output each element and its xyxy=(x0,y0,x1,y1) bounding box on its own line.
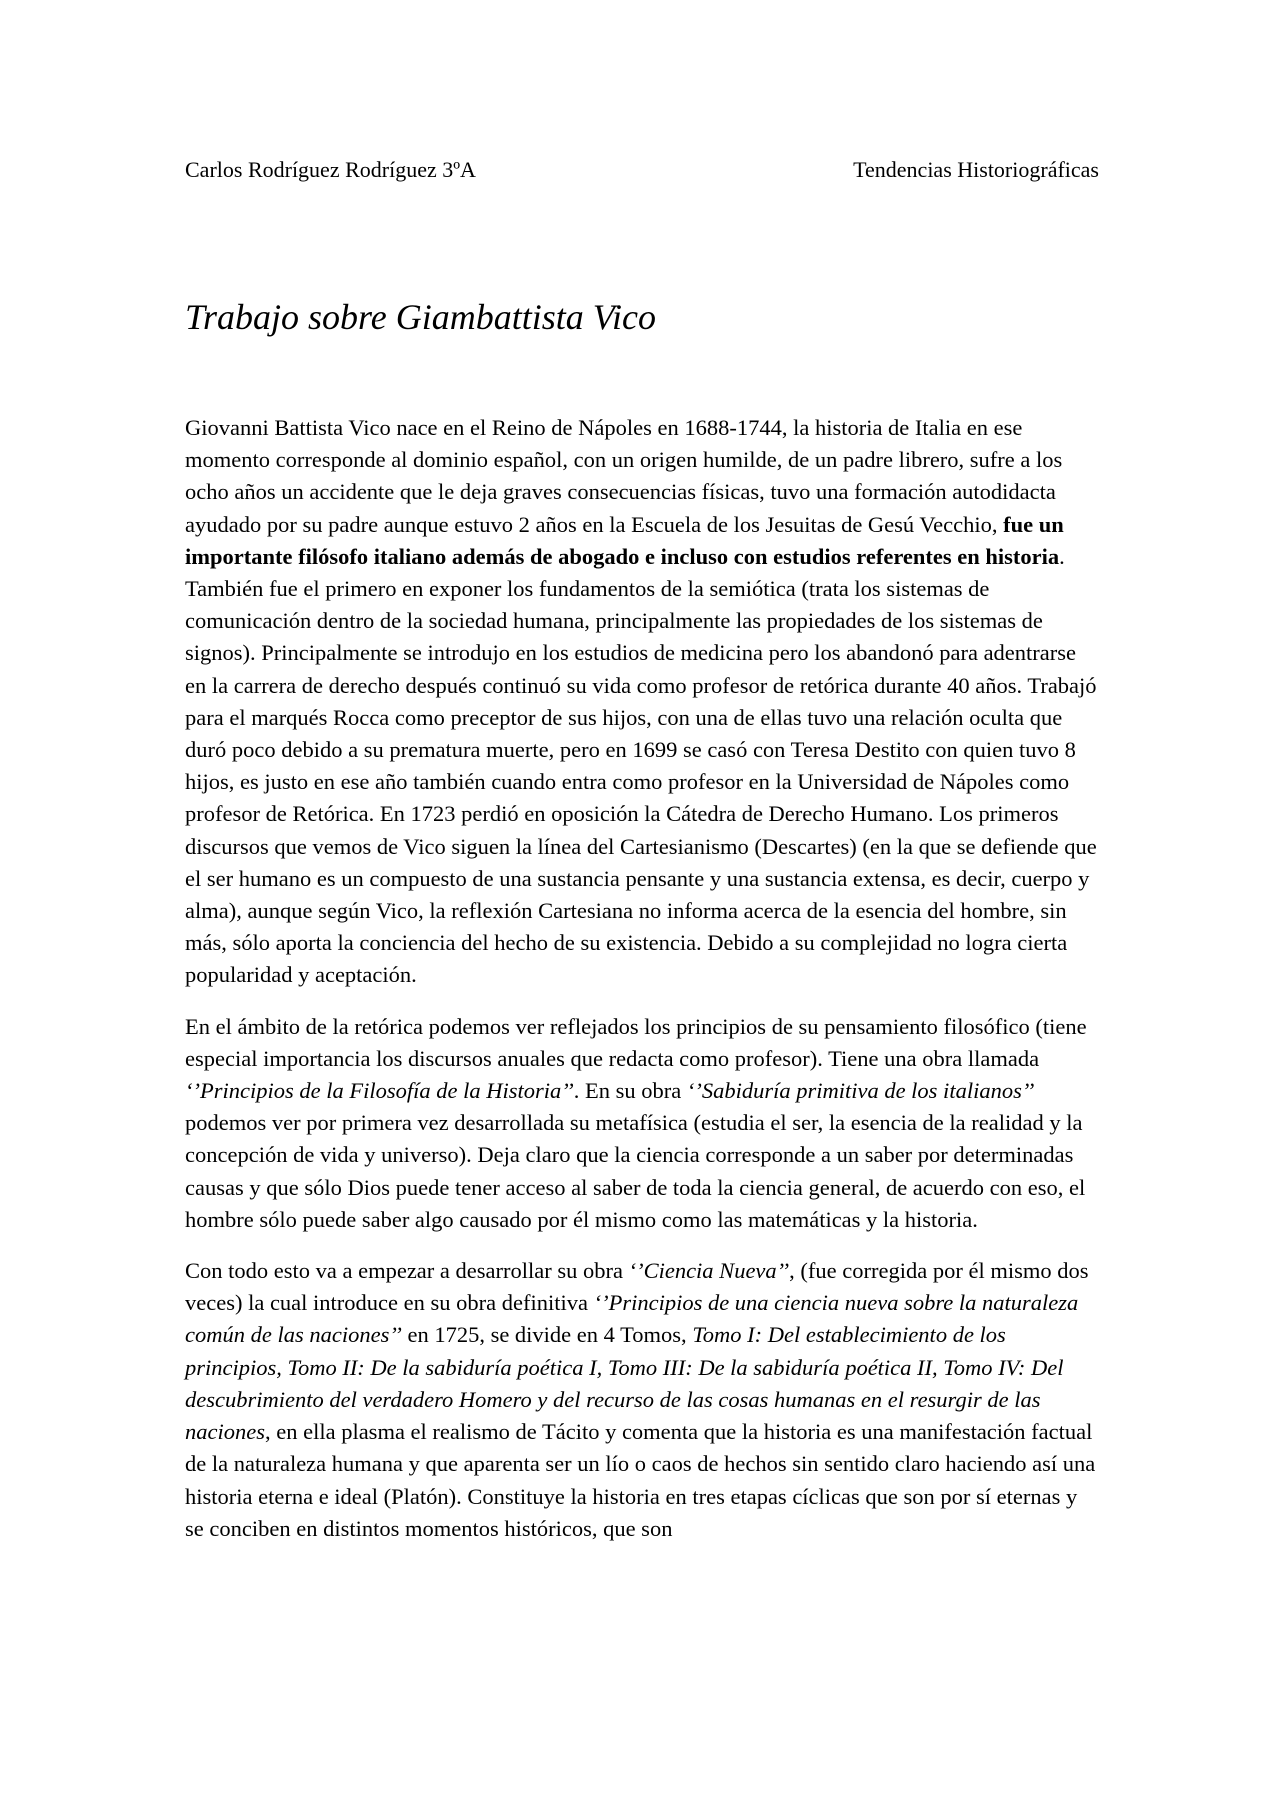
paragraph-text: podemos ver por primera vez desarrollada su metafísica (estudia el ser, la esencia de la realidad y la concepción de vida y universo). Deja claro que la ciencia corresponde a un saber por determinadas causas y que sólo Dios puede tener acceso al saber de toda la ciencia general, de acuerdo con eso, el hombre sólo puede saber algo causado por él mismo como las matemáticas y la historia. xyxy=(185,1110,1086,1232)
paragraph-text: . En su obra xyxy=(573,1078,687,1104)
work-title-italic: ‘’Ciencia Nueva’’ xyxy=(628,1258,790,1284)
work-title-italic: ‘’Principios de una ciencia nueva sobre la naturaleza común de las naciones’’ xyxy=(185,1290,1079,1348)
paragraph-text: , (fue corregida por él mismo dos veces) la cual introduce en su obra definitiva xyxy=(185,1258,1089,1316)
document-title: Trabajo sobre Giambattista Vico xyxy=(185,297,657,337)
document-body xyxy=(185,412,1101,1564)
paragraph-text: Giovanni Battista Vico nace en el Reino de Nápoles en 1688-1744, la historia de Italia en ese momento corresponde al dominio español, con un origen humilde, de un padre librero, sufre a los ocho años un accidente que le deja graves consecuencias físicas, tuvo una formación autodidacta ayudado por su padre aunque estuvo 2 años en la Escuela de los Jesuitas de Gesú Vecchio, xyxy=(185,415,1063,537)
page-header xyxy=(185,156,1099,184)
paragraph-1 xyxy=(185,412,1101,992)
paragraph-3 xyxy=(185,1255,1101,1545)
paragraph-2 xyxy=(185,1011,1101,1236)
paragraph-text: en 1725, se divide en 4 Tomos, xyxy=(401,1322,693,1348)
paragraph-text: En el ámbito de la retórica podemos ver reflejados los principios de su pensamiento filosófico (tiene especial importancia los discursos anuales que redacta como profesor). Tiene una obra llamada xyxy=(185,1013,1087,1071)
header-course: Tendencias Historiográficas xyxy=(853,157,1099,182)
header-author: Carlos Rodríguez Rodríguez 3ºA xyxy=(185,157,476,182)
tomes-list-italic: Tomo I: Del establecimiento de los principios, Tomo II: De la sabiduría poética I, Tomo III: De la sabiduría poética II, Tomo IV: Del descubrimiento del verdadero Homero y del recurso de las cosas humanas en el resurgir de las naciones xyxy=(185,1322,1064,1445)
bold-text: fue un importante filósofo italiano además de abogado e incluso con estudios referentes en historia xyxy=(185,511,1064,569)
paragraph-text: , en ella plasma el realismo de Tácito y comenta que la historia es una manifestación factual de la naturaleza humana y que aparenta ser un lío o caos de hechos sin sentido claro haciendo así una historia eterna e ideal (Platón). Constituye la historia en tres etapas cíclicas que son por sí eternas y se conciben en distintos momentos históricos, que son xyxy=(185,1419,1096,1541)
paragraph-text: . También fue el primero en exponer los fundamentos de la semiótica (trata los sistemas de comunicación dentro de la sociedad humana, principalmente las propiedades de los sistemas de signos). Principalmente se introdujo en los estudios de medicina pero los abandonó para adentrarse en la carrera de derecho después continuó su vida como profesor de retórica durante 40 años. Trabajó para el marqués Rocca como preceptor de sus hijos, con una de ellas tuvo una relación oculta que duró poco debido a su prematura muerte, pero en 1699 se casó con Teresa Destito con quien tuvo 8 hijos, es justo en ese año también cuando entra como profesor en la Universidad de Nápoles como profesor de Retórica. En 1723 perdió en oposición la Cátedra de Derecho Humano. Los primeros discursos que vemos de Vico siguen la línea del Cartesianismo (Descartes) (en la que se defiende que el ser humano es un compuesto de una sustancia pensante y una sustancia extensa, es decir, cuerpo y alma), aunque según Vico, la reflexión Cartesiana no informa acerca de la esencia del hombre, sin más, sólo aporta la conciencia del hecho de su existencia. Debido a su complejidad no logra cierta popularidad y aceptación. xyxy=(185,543,1097,988)
work-title-italic: ‘’Principios de la Filosofía de la Historia’’ xyxy=(185,1078,574,1104)
paragraph-text: Con todo esto va a empezar a desarrollar su obra xyxy=(185,1258,629,1284)
work-title-italic: ‘’Sabiduría primitiva de los italianos’’ xyxy=(686,1078,1035,1104)
